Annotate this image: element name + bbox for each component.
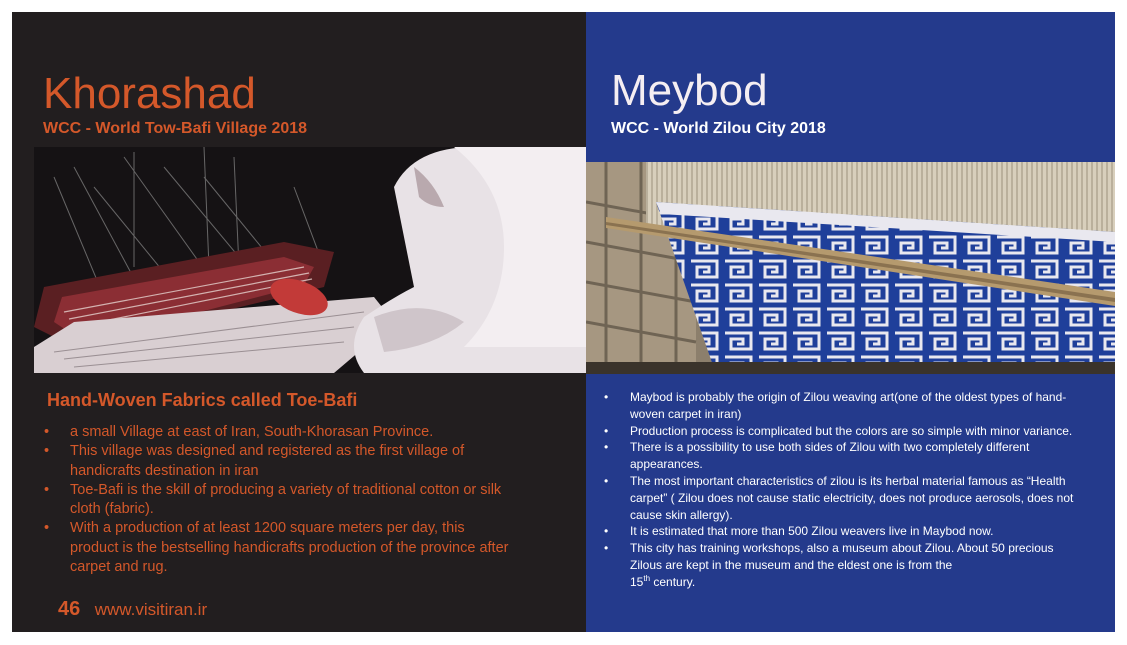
meybod-subtitle: WCC - World Zilou City 2018 bbox=[611, 120, 826, 137]
century-suffix: th bbox=[643, 573, 651, 583]
page-number: 46 bbox=[58, 598, 81, 620]
list-item: • It is estimated that more than 500 Zilou weavers live in Maybod now. bbox=[604, 523, 1074, 540]
meybod-title: Meybod bbox=[611, 66, 768, 115]
khorashad-bullet-list bbox=[44, 423, 514, 577]
list-item: • Toe-Bafi is the skill of producing a variety of traditional cotton or silk cloth (fabric). bbox=[44, 481, 514, 520]
list-item bbox=[604, 540, 1074, 590]
zilou-carpet-illustration bbox=[586, 162, 1115, 374]
century-number: 15 bbox=[630, 574, 644, 589]
khorashad-panel bbox=[12, 12, 586, 632]
list-item: • Production process is complicated but the colors are so simple with minor variance. bbox=[604, 423, 1074, 440]
list-item: • The most important characteristics of zilou is its herbal material famous as “Health carpet” ( Zilou does not cause static electricity, does not produce aerosols, does not cause skin allergy). bbox=[604, 473, 1074, 523]
weaver-illustration bbox=[34, 147, 586, 373]
khorashad-subtitle: WCC - World Tow-Bafi Village 2018 bbox=[43, 120, 308, 137]
list-item: • a small Village at east of Iran, South-Khorasan Province. bbox=[44, 423, 514, 442]
list-item: • This village was designed and registered as the first village of handicrafts destination in iran bbox=[44, 442, 514, 481]
list-item: • With a production of at least 1200 square meters per day, this product is the bestselling handicrafts production of the province after carpet and rug. bbox=[44, 519, 514, 577]
list-item: • There is a possibility to use both sides of Zilou with two completely different appearances. bbox=[604, 439, 1074, 473]
meybod-bullet-list bbox=[604, 389, 1074, 591]
khorashad-title: Khorashad bbox=[43, 69, 256, 118]
zilou-loom-photo bbox=[586, 162, 1115, 374]
page-footer bbox=[58, 598, 207, 621]
meybod-panel bbox=[586, 12, 1115, 632]
century-text: century. bbox=[650, 574, 696, 589]
toe-bafi-weaver-photo bbox=[34, 147, 586, 373]
website-link[interactable]: www.visitiran.ir bbox=[94, 600, 208, 619]
toe-bafi-heading: Hand-Woven Fabrics called Toe-Bafi bbox=[47, 390, 358, 410]
list-item: • Maybod is probably the origin of Zilou weaving art(one of the oldest types of hand-woven carpet in iran) bbox=[604, 389, 1074, 423]
list-item-text: This city has training workshops, also a museum about Zilou. About 50 precious Zilous are kept in the museum and the eldest one is from the bbox=[630, 541, 1054, 572]
